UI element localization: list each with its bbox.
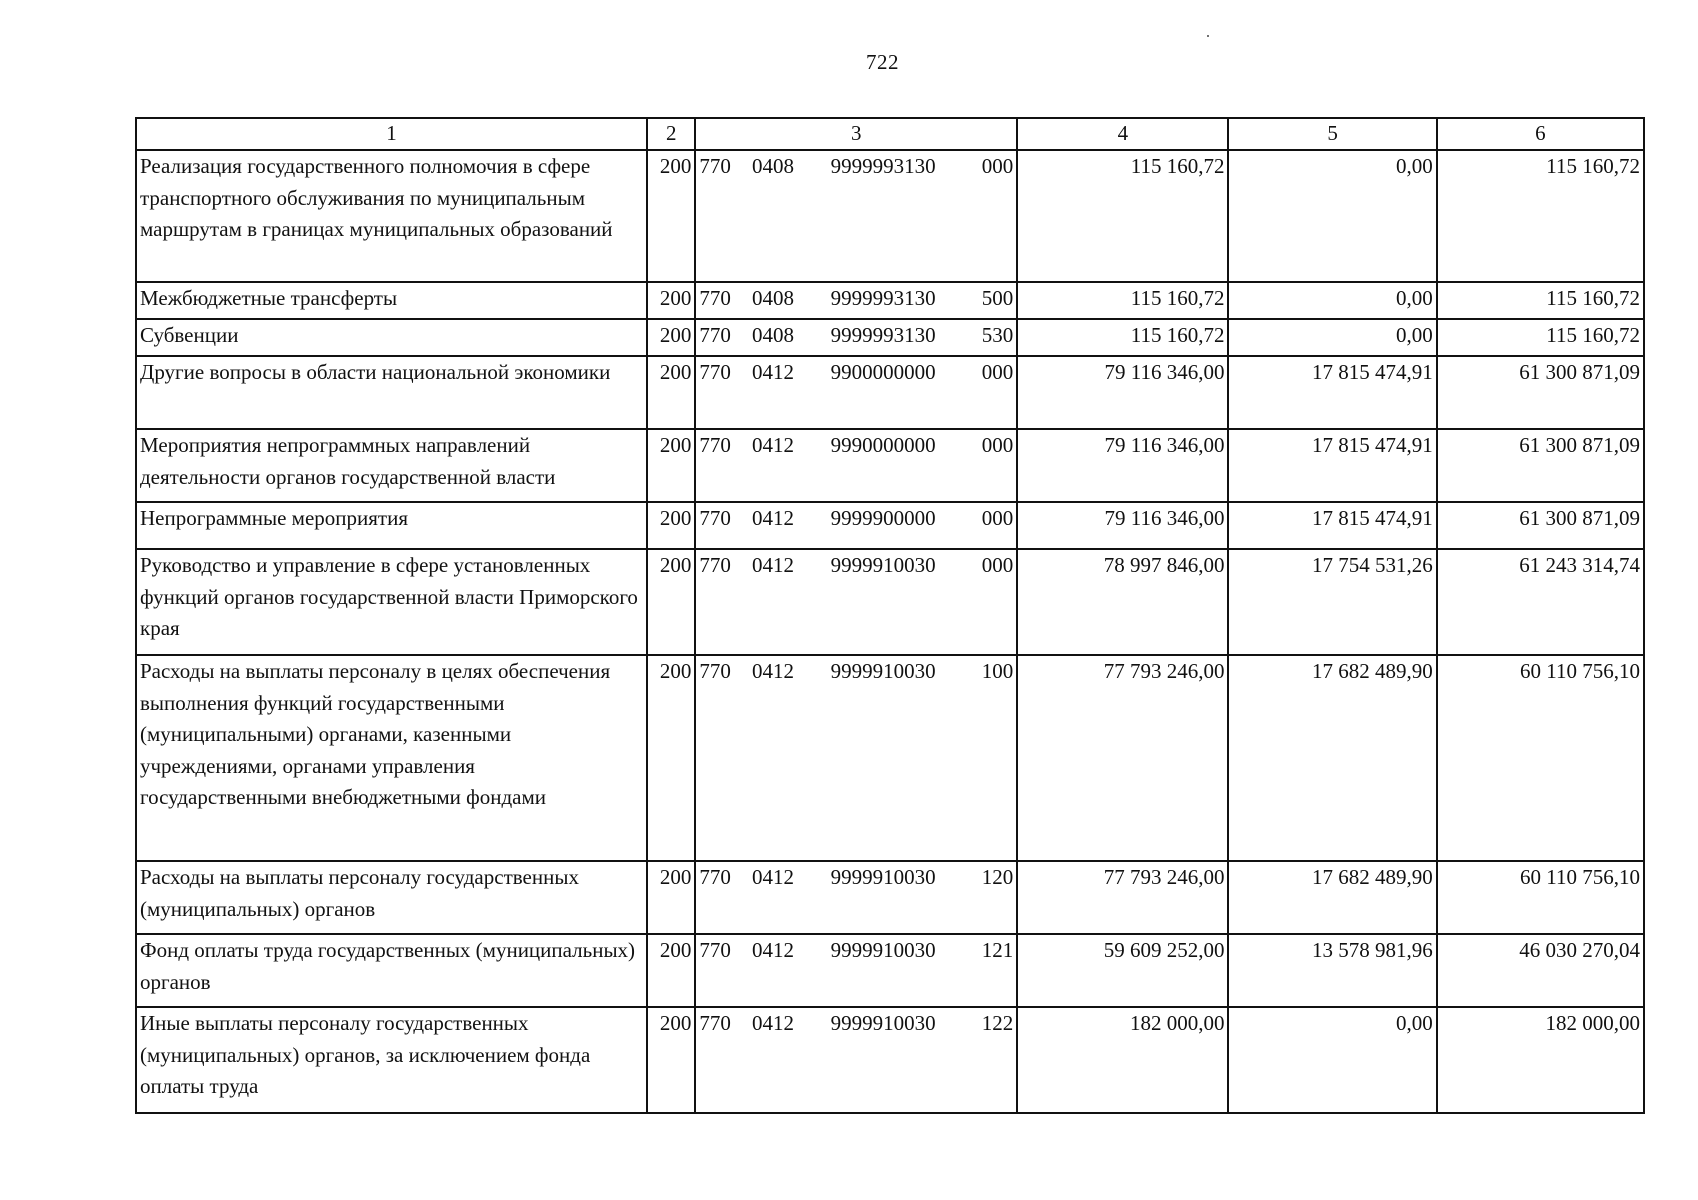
row-col-6: 60 110 756,10 xyxy=(1437,655,1644,861)
row-code xyxy=(695,861,1017,934)
table-row xyxy=(136,319,1644,356)
code-target: 9999910030 xyxy=(830,938,936,962)
row-col-4: 79 116 346,00 xyxy=(1017,429,1228,502)
code-section: 0408 xyxy=(751,286,794,310)
row-col-6: 61 243 314,74 xyxy=(1437,549,1644,655)
row-col-5: 17 815 474,91 xyxy=(1228,356,1436,429)
row-col-6: 61 300 871,09 xyxy=(1437,356,1644,429)
row-col-2: 200 xyxy=(647,861,695,934)
code-grbs: 770 xyxy=(699,938,731,962)
table-row xyxy=(136,502,1644,549)
row-col-2: 200 xyxy=(647,282,695,319)
row-col-5: 13 578 981,96 xyxy=(1228,934,1436,1007)
row-col-2: 200 xyxy=(647,502,695,549)
row-col-2: 200 xyxy=(647,356,695,429)
header-col-4: 4 xyxy=(1017,118,1228,150)
row-col-5: 17 682 489,90 xyxy=(1228,655,1436,861)
row-name: Другие вопросы в области национальной экономики xyxy=(136,356,647,429)
row-col-5: 17 815 474,91 xyxy=(1228,429,1436,502)
table-row xyxy=(136,655,1644,861)
code-target: 9999910030 xyxy=(830,1011,936,1035)
row-code xyxy=(695,319,1017,356)
row-col-5: 0,00 xyxy=(1228,150,1436,282)
row-col-4: 115 160,72 xyxy=(1017,319,1228,356)
row-col-4: 79 116 346,00 xyxy=(1017,356,1228,429)
code-grbs: 770 xyxy=(699,360,731,384)
header-col-5: 5 xyxy=(1228,118,1436,150)
code-section: 0408 xyxy=(751,323,794,347)
scan-speck xyxy=(1207,35,1209,37)
row-name: Субвенции xyxy=(136,319,647,356)
code-grbs: 770 xyxy=(699,433,731,457)
header-col-1: 1 xyxy=(136,118,647,150)
row-col-2: 200 xyxy=(647,429,695,502)
row-col-6: 46 030 270,04 xyxy=(1437,934,1644,1007)
table-row xyxy=(136,1007,1644,1113)
row-col-4: 77 793 246,00 xyxy=(1017,861,1228,934)
row-col-4: 78 997 846,00 xyxy=(1017,549,1228,655)
row-col-6: 115 160,72 xyxy=(1437,150,1644,282)
row-col-5: 0,00 xyxy=(1228,282,1436,319)
code-target: 9999993130 xyxy=(830,154,936,178)
code-type: 530 xyxy=(981,323,1014,347)
row-col-4: 182 000,00 xyxy=(1017,1007,1228,1113)
code-section: 0412 xyxy=(751,1011,794,1035)
code-target: 9999910030 xyxy=(830,659,936,683)
code-type: 500 xyxy=(981,286,1014,310)
code-grbs: 770 xyxy=(699,323,731,347)
code-section: 0412 xyxy=(751,360,794,384)
budget-table xyxy=(135,117,1645,1114)
code-type: 000 xyxy=(981,506,1014,530)
row-code xyxy=(695,429,1017,502)
code-section: 0412 xyxy=(751,865,794,889)
row-name: Мероприятия непрограммных направлений деятельности органов государственной власти xyxy=(136,429,647,502)
row-code xyxy=(695,356,1017,429)
code-section: 0412 xyxy=(751,433,794,457)
row-col-4: 59 609 252,00 xyxy=(1017,934,1228,1007)
code-target: 9999910030 xyxy=(830,865,936,889)
table-row xyxy=(136,861,1644,934)
code-grbs: 770 xyxy=(699,865,731,889)
code-target: 9999993130 xyxy=(830,323,936,347)
table-row xyxy=(136,429,1644,502)
code-type: 000 xyxy=(981,360,1014,384)
code-type: 000 xyxy=(981,433,1014,457)
code-grbs: 770 xyxy=(699,286,731,310)
code-grbs: 770 xyxy=(699,506,731,530)
row-col-5: 17 682 489,90 xyxy=(1228,861,1436,934)
code-type: 000 xyxy=(981,154,1014,178)
row-col-6: 182 000,00 xyxy=(1437,1007,1644,1113)
row-col-4: 115 160,72 xyxy=(1017,150,1228,282)
row-code xyxy=(695,150,1017,282)
code-type: 000 xyxy=(981,553,1014,577)
code-target: 9999993130 xyxy=(830,286,936,310)
page-number: 722 xyxy=(866,50,899,74)
row-col-6: 115 160,72 xyxy=(1437,282,1644,319)
row-col-5: 0,00 xyxy=(1228,1007,1436,1113)
row-code xyxy=(695,655,1017,861)
row-name: Руководство и управление в сфере установленных функций органов государственной власти Приморского края xyxy=(136,549,647,655)
code-section: 0408 xyxy=(751,154,794,178)
row-name: Иные выплаты персоналу государственных (муниципальных) органов, за исключением фонда оплаты труда xyxy=(136,1007,647,1113)
table-row xyxy=(136,356,1644,429)
row-col-2: 200 xyxy=(647,319,695,356)
row-name: Расходы на выплаты персоналу государственных (муниципальных) органов xyxy=(136,861,647,934)
row-col-5: 17 815 474,91 xyxy=(1228,502,1436,549)
code-section: 0412 xyxy=(751,506,794,530)
row-col-2: 200 xyxy=(647,934,695,1007)
row-name: Фонд оплаты труда государственных (муниципальных) органов xyxy=(136,934,647,1007)
row-col-4: 79 116 346,00 xyxy=(1017,502,1228,549)
header-col-2: 2 xyxy=(647,118,695,150)
row-name: Непрограммные мероприятия xyxy=(136,502,647,549)
row-col-4: 77 793 246,00 xyxy=(1017,655,1228,861)
code-target: 9999900000 xyxy=(830,506,936,530)
code-section: 0412 xyxy=(751,553,794,577)
row-col-2: 200 xyxy=(647,549,695,655)
code-grbs: 770 xyxy=(699,659,731,683)
row-col-6: 61 300 871,09 xyxy=(1437,502,1644,549)
row-col-5: 17 754 531,26 xyxy=(1228,549,1436,655)
row-col-6: 115 160,72 xyxy=(1437,319,1644,356)
code-grbs: 770 xyxy=(699,154,731,178)
table-row xyxy=(136,150,1644,282)
header-col-6: 6 xyxy=(1437,118,1644,150)
table-row xyxy=(136,934,1644,1007)
table-header-row xyxy=(136,118,1644,150)
code-type: 121 xyxy=(981,938,1014,962)
code-target: 9999910030 xyxy=(830,553,936,577)
header-col-3: 3 xyxy=(695,118,1017,150)
row-code xyxy=(695,282,1017,319)
table-row xyxy=(136,282,1644,319)
row-col-2: 200 xyxy=(647,1007,695,1113)
row-code xyxy=(695,1007,1017,1113)
code-type: 120 xyxy=(981,865,1014,889)
code-target: 9900000000 xyxy=(830,360,936,384)
row-name: Межбюджетные трансферты xyxy=(136,282,647,319)
row-col-4: 115 160,72 xyxy=(1017,282,1228,319)
row-code xyxy=(695,502,1017,549)
code-type: 122 xyxy=(981,1011,1014,1035)
row-col-2: 200 xyxy=(647,150,695,282)
code-section: 0412 xyxy=(751,659,794,683)
code-section: 0412 xyxy=(751,938,794,962)
row-code xyxy=(695,549,1017,655)
code-grbs: 770 xyxy=(699,1011,731,1035)
row-name: Расходы на выплаты персоналу в целях обеспечения выполнения функций государственными (муниципальными) органами, казенными учреждениями, органами управления государственными внебюджетными фондами xyxy=(136,655,647,861)
row-col-5: 0,00 xyxy=(1228,319,1436,356)
code-grbs: 770 xyxy=(699,553,731,577)
row-name: Реализация государственного полномочия в сфере транспортного обслуживания по муниципальным маршрутам в границах муниципальных образований xyxy=(136,150,647,282)
table-row xyxy=(136,549,1644,655)
row-col-6: 60 110 756,10 xyxy=(1437,861,1644,934)
row-col-6: 61 300 871,09 xyxy=(1437,429,1644,502)
code-target: 9990000000 xyxy=(830,433,936,457)
code-type: 100 xyxy=(981,659,1014,683)
row-col-2: 200 xyxy=(647,655,695,861)
row-code xyxy=(695,934,1017,1007)
